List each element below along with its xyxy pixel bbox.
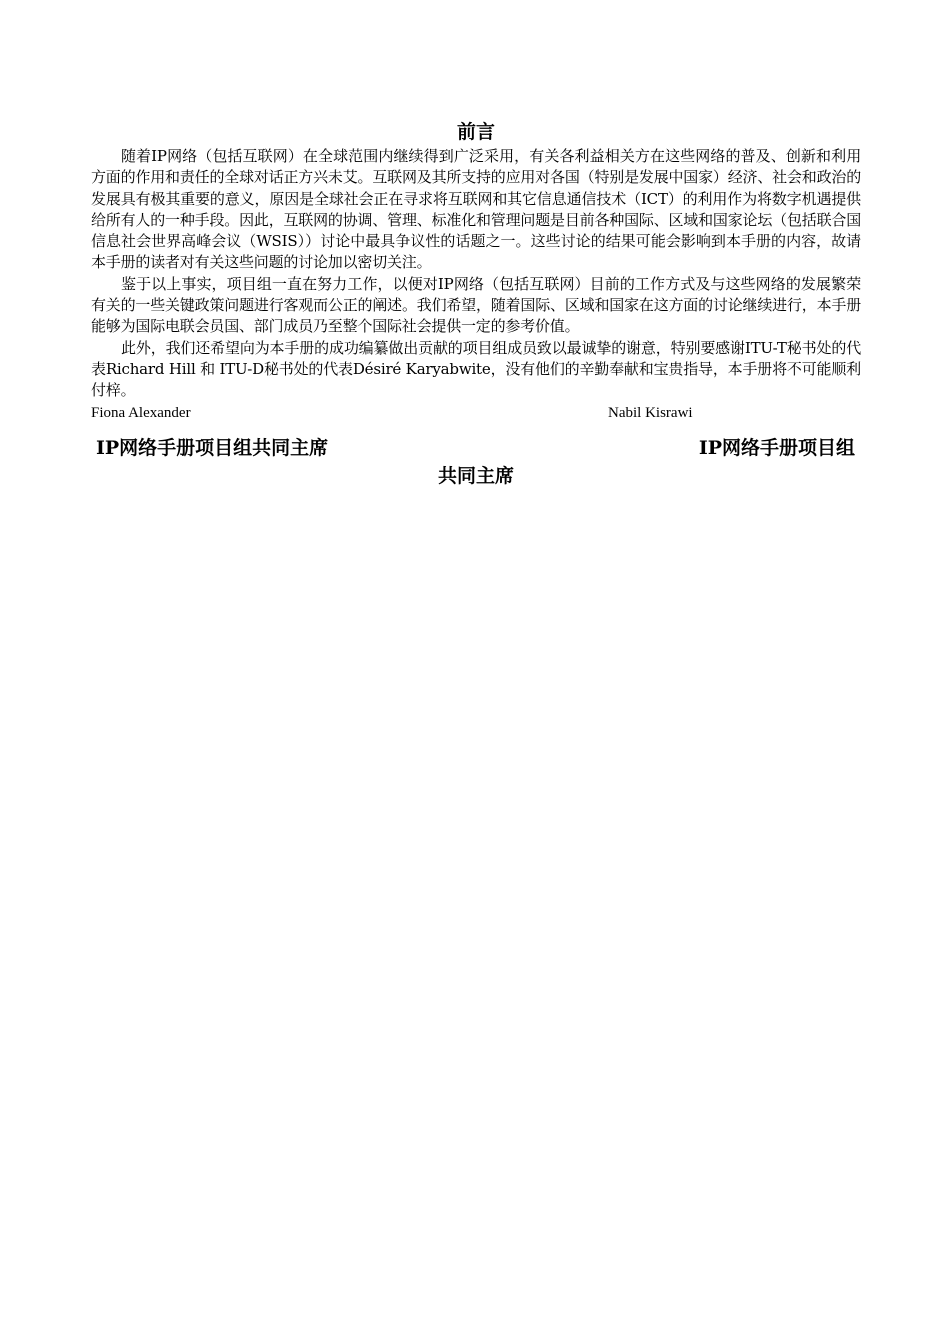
signatory-right-name: Nabil Kisrawi [608, 404, 693, 421]
document-page [91, 118, 861, 492]
signatory-right-role [91, 434, 861, 490]
signatory-left-name: Fiona Alexander [91, 404, 191, 421]
document-title: 前言 [456, 121, 495, 143]
paragraph-1: 随着IP网络（包括互联网）在全球范围内继续得到广泛采用，有关各利益相关方在这些网络的普及、创新和利用方面的作用和责任的全球对话正方兴未艾。互联网及其所支持的应用对各国（特别是发展中国家）经济、社会和政治的发展具有极其重要的意义，原因是全球社会正在寻求将互联网和其它信息通信技术（ICT）的利用作为将数字机遇提供给所有人的一种手段。因此，互联网的协调、管理、标准化和管理问题是目前各种国际、区域和国家论坛（包括联合国信息社会世界高峰会议（WSIS））讨论中最具争议性的话题之一。这些讨论的结果可能会影响到本手册的内容，故请本手册的读者对有关这些问题的讨论加以密切关注。 [91, 147, 861, 272]
signatory-right-role-line1: IP网络手册项目组 [698, 436, 855, 459]
signatory-names [91, 402, 861, 424]
paragraph-3: 此外，我们还希望向为本手册的成功编纂做出贡献的项目组成员致以最诚挚的谢意，特别要感谢ITU-T秘书处的代表Richard Hill 和 ITU-D秘书处的代表Désiré Karyabwite，没有他们的辛勤奉献和宝贵指导，本手册将不可能顺利付梓。 [91, 338, 861, 400]
paragraph-2: 鉴于以上事实，项目组一直在努力工作，以便对IP网络（包括互联网）目前的工作方式及与这些网络的发展繁荣有关的一些关键政策问题进行客观而公正的阐述。我们希望，随着国际、区域和国家在这方面的讨论继续进行，本手册能够为国际电联会员国、部门成员乃至整个国际社会提供一定的参考价值。 [91, 274, 861, 336]
signatory-right-role-line2: 共同主席 [437, 464, 514, 487]
signatory-left-role: IP网络手册项目组共同主席 [96, 436, 329, 459]
signatory-roles [91, 434, 861, 492]
